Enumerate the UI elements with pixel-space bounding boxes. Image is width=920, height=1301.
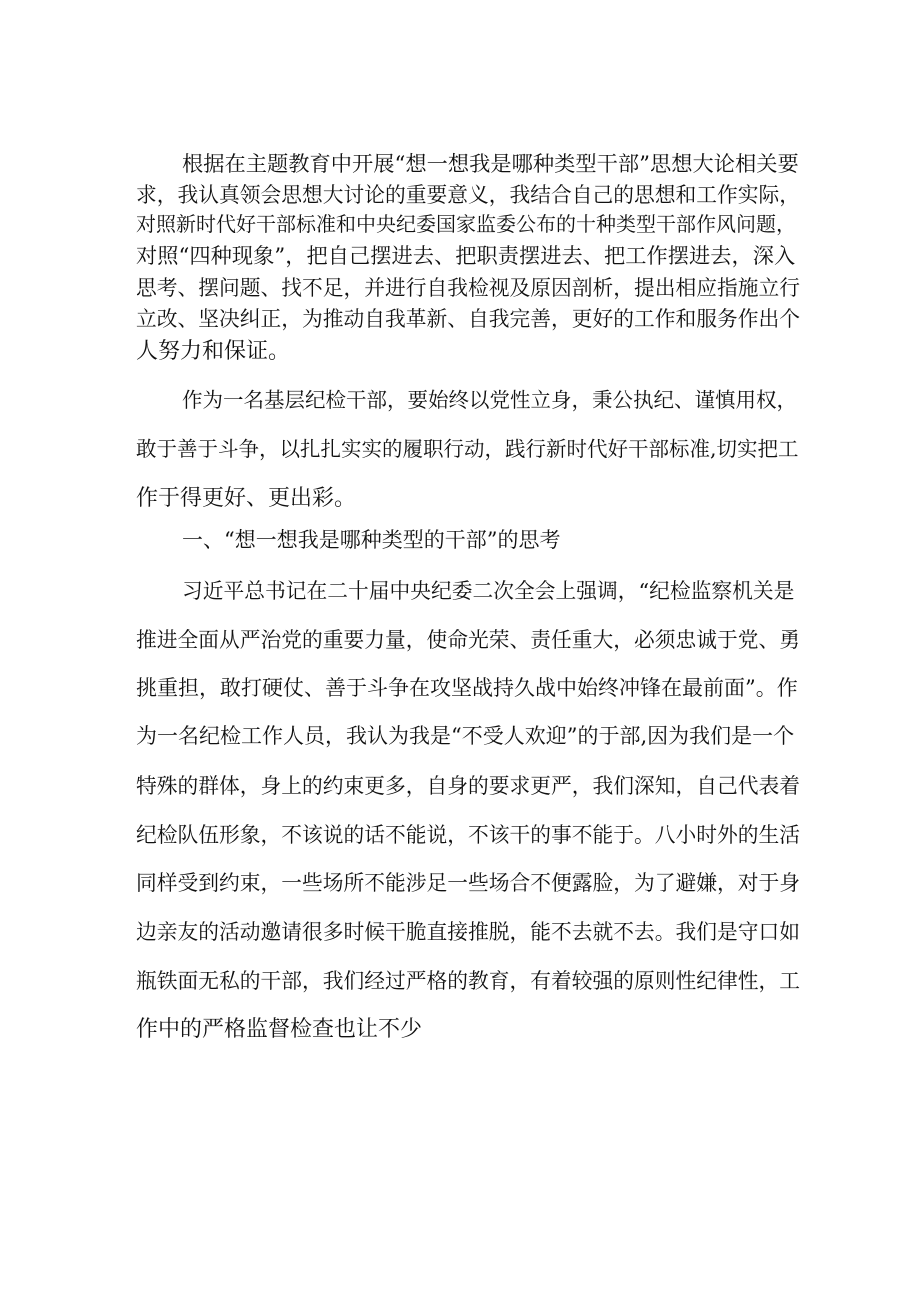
paragraph-line: 瓶铁面无私的干部，我们经过严格的教育，有着较强的原则性纪律性，工 [136,969,801,993]
paragraph-line: 人努力和保证。 [136,339,291,364]
paragraph-line: 为一名纪检工作人员，我认为我是“不受人欢迎”的于部,因为我们是一个 [136,724,795,748]
paragraph-line: 同样受到约束，一些场所不能涉足一些场合不便露脸，为了避嫌，对于身 [136,871,801,895]
paragraph-line: 根据在主题教育中开展“想一想我是哪种类型干部”思想大论相关要 [182,152,799,177]
paragraph-line: 立改、坚决纠正，为推动自我革新、自我完善，更好的工作和服务作出个 [136,307,801,331]
paragraph-line: 习近平总书记在二十届中央纪委二次全会上强调，“纪检监察机关是 [182,579,795,603]
paragraph-line: 挑重担，敢打硬仗、善于斗争在攻坚战持久战中始终冲锋在最前面”。作 [136,676,798,700]
paragraph-line: 推进全面从严治党的重要力量，使命光荣、责任重大，必须忠诚于党、勇 [136,628,801,652]
paragraph-line: 作为一名基层纪检干部，要始终以党性立身，秉公执纪、谨慎用权， [182,388,797,412]
paragraph-line: 思考、摆问题、找不足，并进行自我检视及原因剖析，提出相应指施立行 [136,276,801,300]
paragraph-line: 边亲友的活动邀请很多时候干脆直接推脱，能不去就不去。我们是守口如 [136,920,801,944]
paragraph-line: 求，我认真领会思想大讨论的重要意义，我结合自己的思想和工作实际， [136,183,801,207]
paragraph-line: 对照“四种现象”，把自己摆进去、把职责摆进去、把工作摆进去，深入 [136,244,796,269]
paragraph-line: 纪检队伍形象，不该说的话不能说，不该干的事不能于。八小时外的生活 [136,823,801,847]
paragraph-line: 作中的严格监督检查也让不少 [136,1017,423,1042]
paragraph-line: 作于得更好、更出彩。 [136,486,357,511]
paragraph-line: 对照新时代好干部标准和中央纪委国家监委公布的十种类型干部作风问题， [136,212,796,236]
paragraph-line: 特殊的群体，身上的约束更多，自身的要求更严，我们深知，自己代表着 [136,774,801,798]
paragraph-line: 敢于善于斗争，以扎扎实实的履职行动，践行新时代好干部标准,切实把工 [136,437,799,461]
section-heading: 一、“想一想我是哪种类型的干部”的思考 [182,528,561,552]
